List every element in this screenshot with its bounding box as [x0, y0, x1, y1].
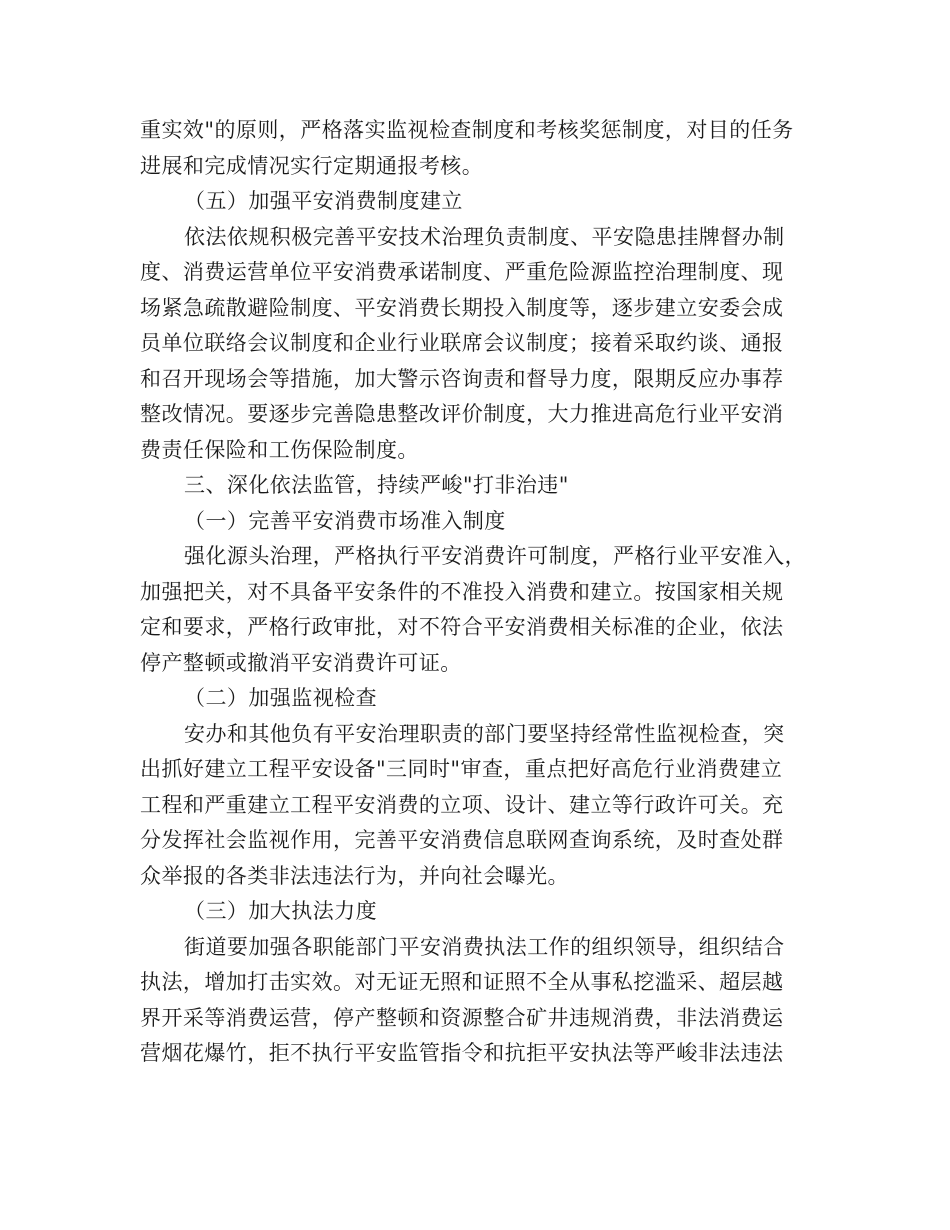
paragraph-line: 定和要求，严格行政审批，对不符合平安消费相关标准的企业，依法: [140, 615, 784, 639]
paragraph-line: 整改情况。要逐步完善隐患整改评价制度，大力推进高危行业平安消: [140, 402, 784, 426]
paragraph-line: 场紧急疏散避险制度、平安消费长期投入制度等，逐步建立安委会成: [140, 295, 784, 320]
body-paragraph: [140, 717, 820, 895]
subsection-heading: （二）加强监视检查: [184, 686, 378, 710]
document-body: [140, 113, 820, 1072]
subsection-heading: （五）加强平安消费制度建立: [184, 189, 463, 213]
subsection-heading: （三）加大执法力度: [184, 899, 378, 923]
paragraph-line: 加强把关，对不具备平安条件的不准投入消费和建立。按国家相关规: [140, 579, 784, 604]
paragraph-line: 度、消费运营单位平安消费承诺制度、严重危险源监控治理制度、现: [140, 260, 784, 284]
paragraph-line: 依法依规积极完善平安技术治理负责制度、平安隐患挂牌督办制: [184, 224, 785, 249]
paragraph-line: 重实效"的原则，严格落实监视检查制度和考核奖惩制度，对目的任务: [140, 118, 794, 142]
paragraph-line: 进展和完成情况实行定期通报考核。: [140, 153, 484, 178]
paragraph-line: 出抓好建立工程平安设备"三同时"审查，重点把好高危行业消费建立: [140, 757, 783, 781]
body-paragraph: [140, 113, 820, 184]
body-paragraph: [140, 539, 820, 681]
paragraph-line: 强化源头治理，严格执行平安消费许可制度，严格行业平安准入，: [184, 544, 807, 568]
paragraph-line: 工程和严重建立工程平安消费的立项、设计、建立等行政许可关。充: [140, 792, 784, 817]
paragraph-line: 安办和其他负有平安治理职责的部门要坚持经常性监视检查，突: [184, 721, 785, 746]
paragraph-line: 营烟花爆竹，拒不执行平安监管指令和抗拒平安执法等严峻非法违法: [140, 1041, 784, 1065]
paragraph-line: 和召开现场会等措施，加大警示咨询责和督导力度，限期反应办事荐: [140, 366, 784, 391]
section-heading: 三、深化依法监管，持续严峻"打非治违": [184, 473, 569, 497]
paragraph-line: 执法，增加打击实效。对无证无照和证照不全从事私挖滥采、超层越: [140, 970, 784, 994]
body-paragraph: [140, 930, 820, 1072]
paragraph-line: 分发挥社会监视作用，完善平安消费信息联网查询系统，及时查处群: [140, 828, 784, 852]
paragraph-line: 费责任保险和工伤保险制度。: [140, 437, 419, 462]
body-paragraph: [140, 220, 820, 469]
paragraph-line: 停产整顿或撤消平安消费许可证。: [140, 650, 462, 675]
paragraph-line: 众举报的各类非法违法行为，并向社会曝光。: [140, 863, 569, 888]
paragraph-line: 界开采等消费运营，停产整顿和资源整合矿井违规消费，非法消费运: [140, 1005, 784, 1030]
paragraph-line: 员单位联络会议制度和企业行业联席会议制度；接着采取约谈、通报: [140, 331, 784, 355]
paragraph-line: 街道要加强各职能部门平安消费执法工作的组织领导，组织结合: [184, 934, 785, 959]
subsection-heading: （一）完善平安消费市场准入制度: [184, 508, 506, 533]
